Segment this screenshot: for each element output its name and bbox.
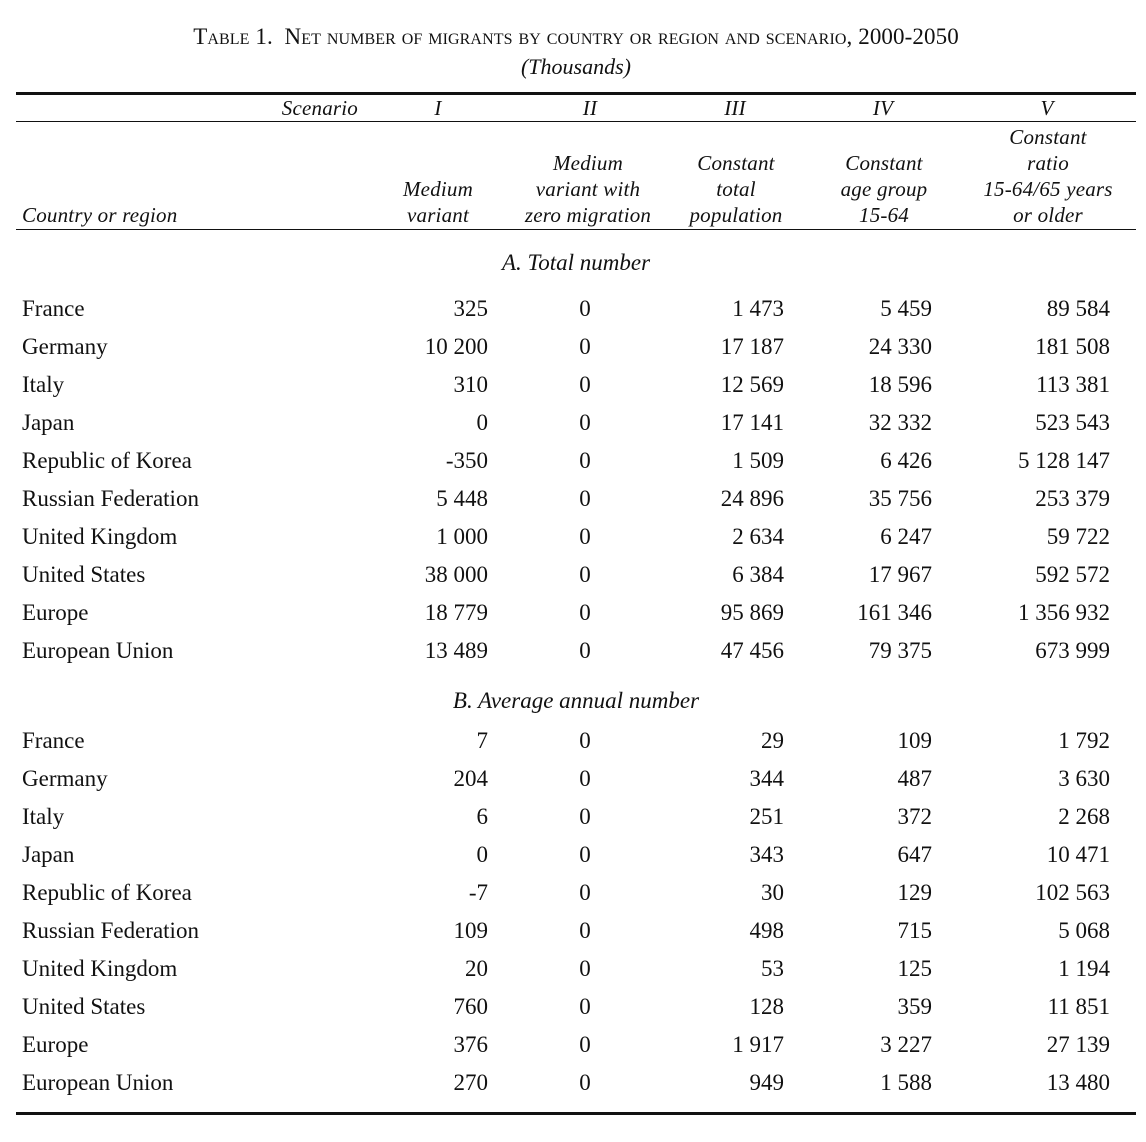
table-row: [0, 874, 1146, 912]
value-cell-scenario-1: 109: [453, 918, 488, 943]
table-row: [0, 404, 1146, 442]
scenario-number-4: IV: [872, 96, 894, 120]
bottom-rule: [16, 1112, 1136, 1115]
column-header-5-line-1: Constant: [1009, 125, 1087, 149]
value-cell-scenario-1: 38 000: [424, 562, 488, 587]
value-cell-scenario-2: 0: [579, 296, 591, 321]
scenario-number-5: V: [1040, 96, 1054, 120]
value-cell-scenario-1: 376: [453, 1032, 488, 1057]
column-header-1-line-1: Medium: [402, 177, 473, 201]
column-header-4: [824, 150, 944, 228]
table-row: [0, 632, 1146, 670]
scenario-number-3: III: [724, 96, 746, 120]
country-name-cell: Russian Federation: [22, 918, 199, 943]
value-cell-scenario-1: 0: [476, 410, 488, 435]
value-cell-scenario-5: 5 068: [1058, 918, 1110, 943]
value-cell-scenario-2: 0: [579, 918, 591, 943]
value-cell-scenario-1: -350: [445, 448, 488, 473]
value-cell-scenario-3: 498: [749, 918, 784, 943]
value-cell-scenario-3: 128: [749, 994, 784, 1019]
value-cell-scenario-4: 17 967: [868, 562, 932, 587]
value-cell-scenario-4: 18 596: [868, 372, 932, 397]
value-cell-scenario-4: 6 247: [880, 524, 932, 549]
value-cell-scenario-4: 6 426: [880, 448, 932, 473]
value-cell-scenario-4: 79 375: [868, 638, 932, 663]
value-cell-scenario-5: 1 356 932: [1018, 600, 1110, 625]
value-cell-scenario-3: 17 187: [720, 334, 784, 359]
value-cell-scenario-5: 13 480: [1046, 1070, 1110, 1095]
value-cell-scenario-2: 0: [579, 766, 591, 791]
country-name-cell: Europe: [22, 1032, 89, 1057]
table-row: [0, 328, 1146, 366]
value-cell-scenario-1: 18 779: [424, 600, 488, 625]
value-cell-scenario-5: 523 543: [1035, 410, 1110, 435]
column-header-5: [968, 124, 1128, 228]
country-name-cell: Italy: [22, 372, 65, 397]
value-cell-scenario-3: 1 473: [732, 296, 784, 321]
column-header-1-line-2: variant: [406, 203, 470, 227]
table-row: [0, 798, 1146, 836]
country-name-cell: France: [22, 296, 85, 321]
value-cell-scenario-1: 270: [453, 1070, 488, 1095]
value-cell-scenario-5: 10 471: [1046, 842, 1110, 867]
country-name-cell: Republic of Korea: [22, 880, 192, 905]
value-cell-scenario-3: 95 869: [720, 600, 784, 625]
value-cell-scenario-2: 0: [579, 486, 591, 511]
value-cell-scenario-3: 24 896: [720, 486, 784, 511]
table-row: [0, 760, 1146, 798]
caption-years: 2000-2050: [858, 24, 959, 49]
value-cell-scenario-3: 2 634: [732, 524, 784, 549]
value-cell-scenario-1: 760: [453, 994, 488, 1019]
country-name-cell: Russian Federation: [22, 486, 199, 511]
value-cell-scenario-2: 0: [579, 334, 591, 359]
country-name-cell: European Union: [22, 1070, 174, 1095]
table-row: [0, 836, 1146, 874]
country-name-cell: United States: [22, 562, 146, 587]
table-row: [0, 290, 1146, 328]
table-row: [0, 442, 1146, 480]
value-cell-scenario-2: 0: [579, 956, 591, 981]
value-cell-scenario-5: 1 792: [1058, 728, 1110, 753]
value-cell-scenario-2: 0: [579, 994, 591, 1019]
value-cell-scenario-2: 0: [579, 448, 591, 473]
value-cell-scenario-4: 125: [897, 956, 932, 981]
value-cell-scenario-5: 27 139: [1046, 1032, 1110, 1057]
column-header-1: [388, 176, 488, 228]
value-cell-scenario-1: 7: [476, 728, 488, 753]
value-cell-scenario-3: 29: [761, 728, 784, 753]
column-header-2-line-1: Medium: [552, 151, 623, 175]
table-row: [0, 912, 1146, 950]
value-cell-scenario-1: 0: [476, 842, 488, 867]
value-cell-scenario-2: 0: [579, 524, 591, 549]
column-header-3: [676, 150, 796, 228]
value-cell-scenario-4: 372: [897, 804, 932, 829]
column-header-4-line-2: age group: [840, 177, 928, 201]
value-cell-scenario-4: 359: [897, 994, 932, 1019]
country-name-cell: Germany: [22, 334, 108, 359]
value-cell-scenario-5: 11 851: [1047, 994, 1110, 1019]
value-cell-scenario-5: 59 722: [1046, 524, 1110, 549]
value-cell-scenario-3: 1 917: [732, 1032, 784, 1057]
value-cell-scenario-5: 1 194: [1058, 956, 1110, 981]
value-cell-scenario-4: 5 459: [880, 296, 932, 321]
table-row: [0, 366, 1146, 404]
value-cell-scenario-2: 0: [579, 410, 591, 435]
value-cell-scenario-4: 109: [897, 728, 932, 753]
column-header-3-line-1: Constant: [697, 151, 775, 175]
value-cell-scenario-5: 5 128 147: [1018, 448, 1110, 473]
country-name-cell: Europe: [22, 600, 89, 625]
column-header-2-line-2: variant with: [535, 177, 641, 201]
value-cell-scenario-4: 35 756: [868, 486, 932, 511]
table-row: [0, 480, 1146, 518]
value-cell-scenario-1: 325: [453, 296, 488, 321]
value-cell-scenario-5: 102 563: [1035, 880, 1110, 905]
section-title-a: A. Total number: [501, 250, 651, 275]
value-cell-scenario-2: 0: [579, 728, 591, 753]
value-cell-scenario-2: 0: [579, 638, 591, 663]
caption-prefix: Table 1.: [193, 24, 273, 49]
value-cell-scenario-3: 343: [749, 842, 784, 867]
value-cell-scenario-4: 161 346: [857, 600, 932, 625]
column-header-5-line-3: 15-64/65 years: [983, 177, 1113, 201]
caption-main: Net number of migrants by country or region and scenario,: [284, 24, 853, 49]
value-cell-scenario-5: 2 268: [1058, 804, 1110, 829]
value-cell-scenario-4: 129: [897, 880, 932, 905]
country-name-cell: Germany: [22, 766, 108, 791]
value-cell-scenario-1: 10 200: [424, 334, 488, 359]
column-header-2-line-3: zero migration: [524, 203, 652, 227]
value-cell-scenario-1: 310: [453, 372, 488, 397]
value-cell-scenario-3: 949: [749, 1070, 784, 1095]
country-name-cell: Republic of Korea: [22, 448, 192, 473]
table-caption: [0, 22, 1146, 52]
column-header-2: [508, 150, 668, 228]
table-row: [0, 950, 1146, 988]
value-cell-scenario-3: 1 509: [732, 448, 784, 473]
country-name-cell: United States: [22, 994, 146, 1019]
country-name-cell: Japan: [22, 410, 75, 435]
value-cell-scenario-3: 47 456: [720, 638, 784, 663]
value-cell-scenario-4: 1 588: [880, 1070, 932, 1095]
table-row: [0, 722, 1146, 760]
column-header-5-line-4: or older: [1013, 203, 1083, 227]
column-header-3-line-3: population: [689, 203, 783, 227]
table-subcaption: (Thousands): [520, 54, 631, 79]
row-header: Country or region: [22, 203, 178, 227]
table-row: [0, 988, 1146, 1026]
value-cell-scenario-5: 89 584: [1046, 296, 1110, 321]
value-cell-scenario-1: 13 489: [424, 638, 488, 663]
value-cell-scenario-1: 204: [453, 766, 488, 791]
scenario-number-2: II: [582, 96, 598, 120]
table-row: [0, 556, 1146, 594]
scenario-number-1: I: [434, 96, 442, 120]
country-name-cell: United Kingdom: [22, 524, 178, 549]
value-cell-scenario-5: 673 999: [1035, 638, 1110, 663]
value-cell-scenario-2: 0: [579, 1070, 591, 1095]
table-row: [0, 594, 1146, 632]
value-cell-scenario-2: 0: [579, 372, 591, 397]
value-cell-scenario-3: 30: [761, 880, 784, 905]
value-cell-scenario-3: 344: [749, 766, 784, 791]
value-cell-scenario-1: 1 000: [436, 524, 488, 549]
value-cell-scenario-4: 487: [897, 766, 932, 791]
value-cell-scenario-1: 6: [476, 804, 488, 829]
value-cell-scenario-5: 3 630: [1058, 766, 1110, 791]
value-cell-scenario-4: 24 330: [868, 334, 932, 359]
country-name-cell: Italy: [22, 804, 65, 829]
country-name-cell: European Union: [22, 638, 174, 663]
value-cell-scenario-1: -7: [468, 880, 488, 905]
value-cell-scenario-5: 592 572: [1035, 562, 1110, 587]
country-name-cell: France: [22, 728, 85, 753]
value-cell-scenario-4: 715: [897, 918, 932, 943]
value-cell-scenario-2: 0: [579, 600, 591, 625]
table-row: [0, 518, 1146, 556]
value-cell-scenario-3: 12 569: [720, 372, 784, 397]
table-row: [0, 1026, 1146, 1064]
value-cell-scenario-1: 20: [465, 956, 488, 981]
scenario-label: Scenario: [281, 96, 358, 120]
scenario-rule: [16, 121, 1136, 122]
value-cell-scenario-3: 251: [749, 804, 784, 829]
value-cell-scenario-2: 0: [579, 804, 591, 829]
column-header-5-line-2: ratio: [1027, 151, 1069, 175]
value-cell-scenario-4: 32 332: [868, 410, 932, 435]
value-cell-scenario-2: 0: [579, 562, 591, 587]
value-cell-scenario-5: 253 379: [1035, 486, 1110, 511]
value-cell-scenario-5: 113 381: [1036, 372, 1110, 397]
header-rule: [16, 229, 1136, 230]
value-cell-scenario-3: 53: [761, 956, 784, 981]
country-name-cell: Japan: [22, 842, 75, 867]
section-title-b: B. Average annual number: [452, 688, 700, 713]
table-row: [0, 1064, 1146, 1102]
value-cell-scenario-3: 17 141: [720, 410, 784, 435]
value-cell-scenario-1: 5 448: [436, 486, 488, 511]
value-cell-scenario-5: 181 508: [1035, 334, 1110, 359]
value-cell-scenario-2: 0: [579, 880, 591, 905]
value-cell-scenario-2: 0: [579, 842, 591, 867]
value-cell-scenario-4: 647: [897, 842, 932, 867]
value-cell-scenario-3: 6 384: [732, 562, 784, 587]
country-name-cell: United Kingdom: [22, 956, 178, 981]
column-header-4-line-1: Constant: [845, 151, 923, 175]
column-header-4-line-3: 15-64: [859, 203, 909, 227]
value-cell-scenario-4: 3 227: [880, 1032, 932, 1057]
value-cell-scenario-2: 0: [579, 1032, 591, 1057]
column-header-3-line-2: total: [716, 177, 756, 201]
